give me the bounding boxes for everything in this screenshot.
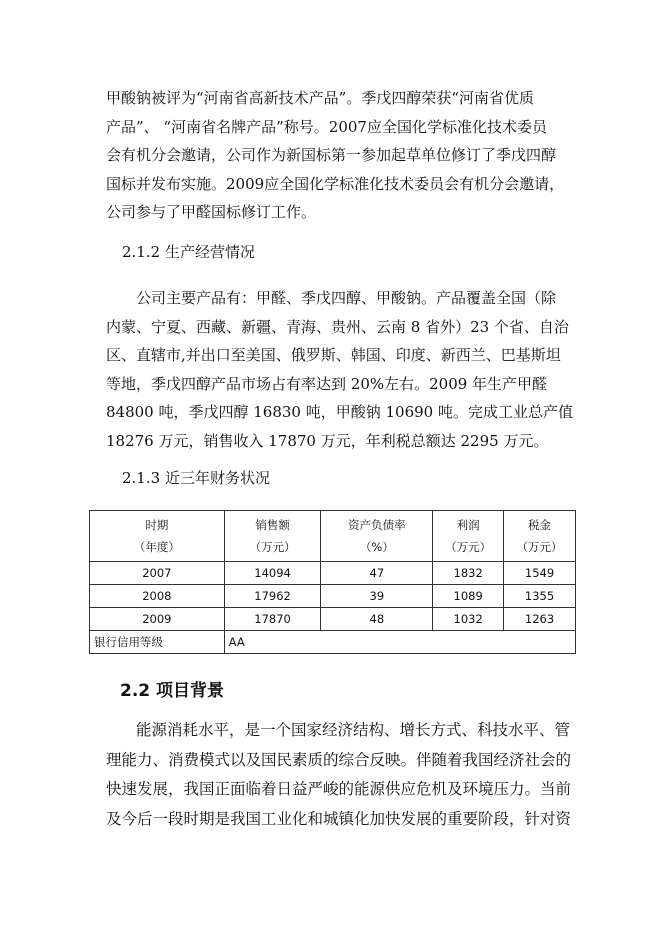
table-row-credit: [90, 631, 576, 654]
table-cell: 17962: [224, 585, 321, 608]
section-heading-2-2: [120, 680, 224, 702]
header-cell: 时期 （年度）: [90, 511, 225, 562]
section-number: 2.1.3: [122, 469, 161, 487]
table-cell: 48: [321, 608, 433, 631]
text-line: 快速发展，我国正面临着日益严峻的能源供应危机及环境压力。当前: [106, 780, 572, 798]
text-line: 内蒙、宁夏、西藏、新疆、青海、贵州、云南 8 省外）23 个省、自治: [106, 317, 569, 336]
credit-label-cell: 银行信用等级: [90, 631, 225, 654]
section-title: 生产经营情况: [164, 243, 255, 261]
table-row: [90, 608, 576, 631]
text-line: 理能力、消费模式以及国民素质的综合反映。伴随着我国经济社会的: [106, 750, 572, 769]
table-cell: 1832: [433, 562, 504, 585]
section-number: 2.1.2: [122, 243, 161, 261]
table-cell: 2008: [90, 585, 225, 608]
section-heading-2-1-2: [122, 242, 255, 262]
text-line: 会有机分会邀请，公司作为新国标第一参加起草单位修订了季戊四醇: [106, 146, 557, 165]
text-line: 84800 吨，季戊四醇 16830 吨，甲酸钠 10690 吨。完成工业总产值: [106, 403, 573, 422]
table-header-row: [90, 511, 576, 562]
text-line: 甲酸钠被评为“河南省高新技术产品”。季戊四醇荣获“河南省优质: [106, 89, 535, 107]
intro-paragraph: [106, 84, 576, 227]
text-line: 能源消耗水平，是一个国家经济结构、增长方式、科技水平、管: [136, 721, 571, 739]
table-row: [90, 585, 576, 608]
table-cell: 1263: [504, 608, 576, 631]
table-cell: 39: [321, 585, 433, 608]
table-cell: 2009: [90, 608, 225, 631]
header-cell: 利润 （万元）: [433, 511, 504, 562]
credit-value-cell: AA: [224, 631, 575, 654]
text-line: 等地，季戊四醇产品市场占有率达到 20%左右。2009 年生产甲醛: [106, 374, 548, 393]
table-cell: 2007: [90, 562, 225, 585]
table-cell: 47: [321, 562, 433, 585]
section-number: 2.2: [120, 681, 151, 701]
text-line: 及今后一段时期是我国工业化和城镇化加快发展的重要阶段，针对资: [106, 809, 572, 828]
header-cell: 资产负债率 （%）: [321, 511, 433, 562]
table-cell: 1089: [433, 585, 504, 608]
text-line: 公司参与了甲醛国标修订工作。: [106, 203, 317, 222]
table-cell: 1355: [504, 585, 576, 608]
text-line: 公司主要产品有：甲醛、季戊四醇、甲酸钠。产品覆盖全国（除: [136, 289, 557, 307]
text-line: 产品”、 “河南省名牌产品”称号。2007应全国化学标准化技术委员: [106, 117, 547, 136]
finance-table: [89, 510, 576, 654]
text-line: 区、直辖市,并出口至美国、俄罗斯、韩国、印度、新西兰、巴基斯坦: [106, 346, 561, 365]
table-row: [90, 562, 576, 585]
header-cell: 销售额 （万元）: [224, 511, 321, 562]
text-line: 国标并发布实施。2009应全国化学标准化技术委员会有机分会邀请，: [106, 174, 565, 193]
section-title: 近三年财务状况: [164, 469, 270, 487]
background-paragraph: [106, 716, 576, 834]
section-heading-2-1-3: [122, 468, 270, 488]
section-title: 项目背景: [156, 681, 225, 701]
table-cell: 17870: [224, 608, 321, 631]
table-cell: 14094: [224, 562, 321, 585]
header-cell: 税金 （万元）: [504, 511, 576, 562]
table-cell: 1032: [433, 608, 504, 631]
production-paragraph: [106, 284, 576, 456]
text-line: 18276 万元，销售收入 17870 万元，年利税总额达 2295 万元。: [106, 431, 549, 450]
table-cell: 1549: [504, 562, 576, 585]
